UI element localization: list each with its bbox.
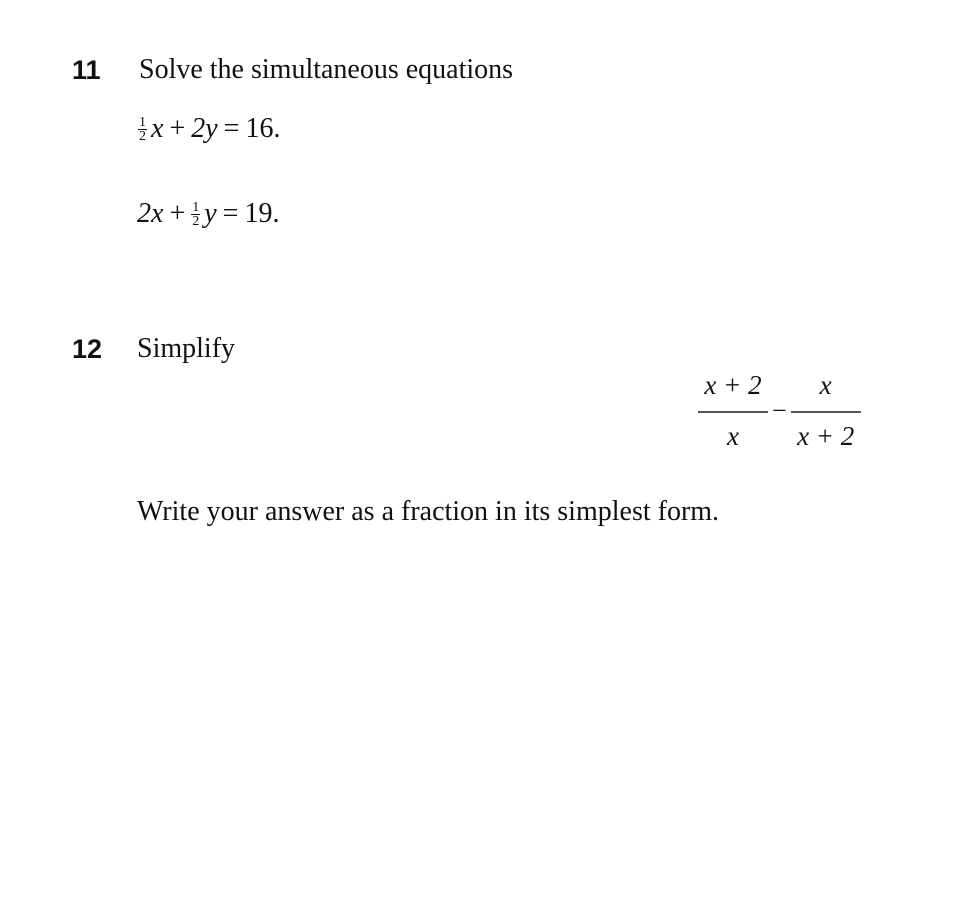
equation-1: 1 2 x + 2y = 16. bbox=[139, 113, 281, 144]
question-number: 12 bbox=[72, 334, 103, 364]
question-prompt: Simplify bbox=[137, 333, 236, 364]
instruction-text: Write your answer as a fraction in its simplest form. bbox=[137, 496, 720, 527]
fraction-half: $\frac{1}{2}$ bbox=[192, 199, 200, 229]
fraction-half: 1 2 bbox=[139, 114, 146, 144]
equation-2: 2x + $\frac{1}{2}$ y = 19. bbox=[137, 198, 280, 229]
fraction-2: $\frac{x}{x + 2}$ bbox=[791, 370, 861, 452]
question-number: 11 bbox=[72, 55, 101, 85]
fraction-1: x + 2 x bbox=[698, 370, 768, 452]
fraction-expression: x + 2 x − $\frac{x}{x + 2}$ bbox=[698, 370, 861, 452]
question-prompt: Solve the simultaneous equations bbox=[139, 54, 514, 85]
